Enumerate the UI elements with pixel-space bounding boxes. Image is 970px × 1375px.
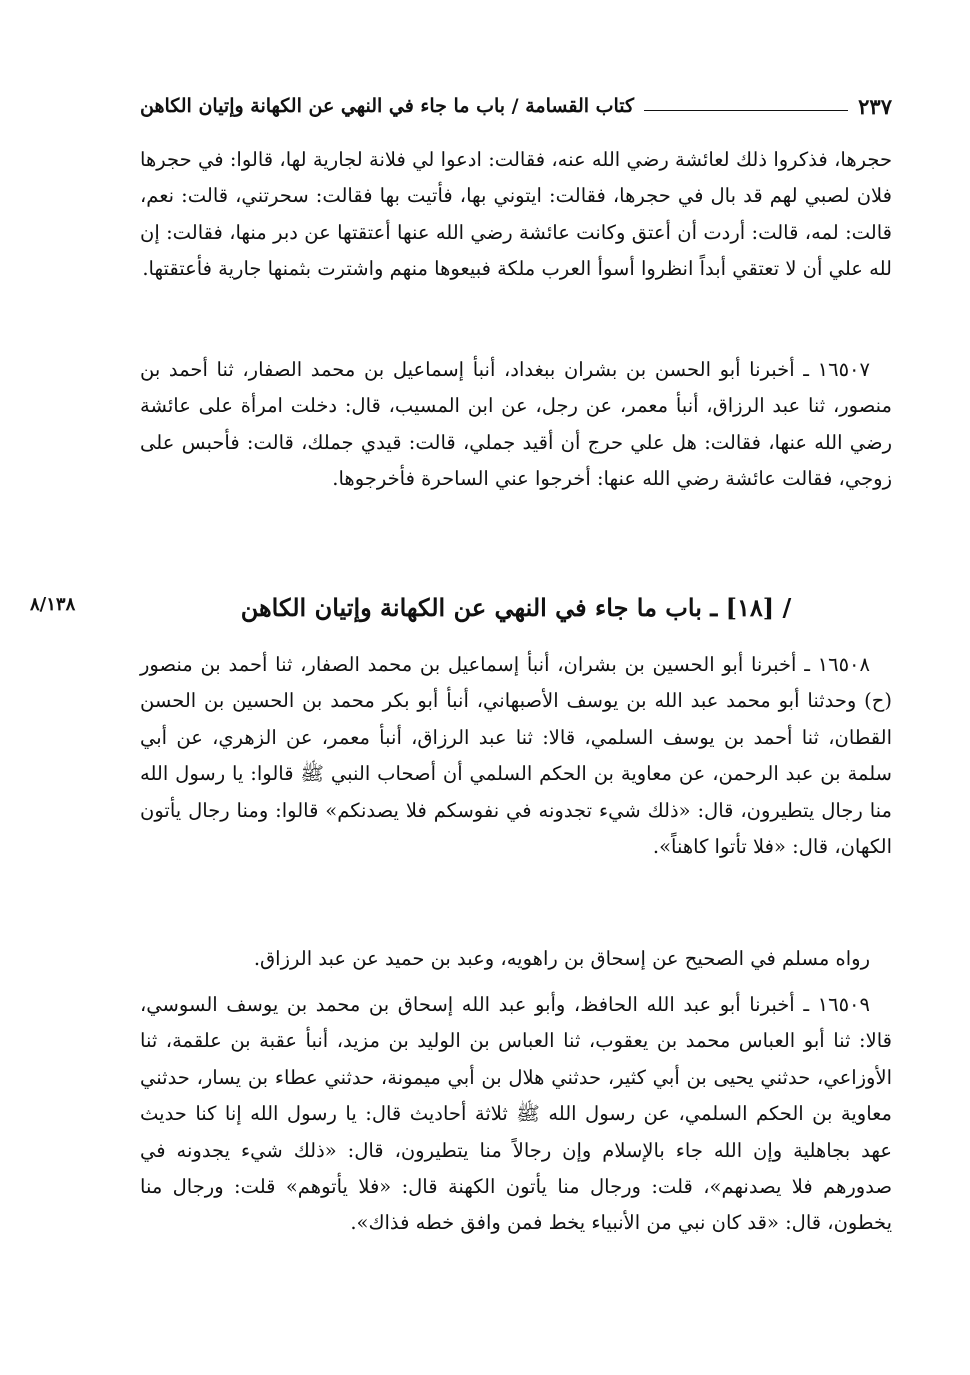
hadith-16508 [140, 647, 892, 865]
paragraph-text: ١٦٥٠٩ ـ أخبرنا أبو عبد الله الحافظ، وأبو عبد الله إسحاق بن محمد بن يوسف السوسي، قالا: ثنا أبو العباس محمد بن يعقوب، ثنا العباس بن الوليد بن مزيد، أنبأ عقبة بن علقمة، ثنا الأوزاعي، حدثني يحيى بن أبي كثير، حدثني هلال بن أبي ميمونة، حدثني عطاء بن يسار، حدثني معاوية بن الحكم السلمي، عن رسول الله ﷺ ثلاثة أحاديث قال: يا رسول الله إنا كنا حديث عهد بجاهلية وإن الله جاء بالإسلام وإن رجالاً منا يتطيرون، قال: «ذلك شيء يجدونه في صدورهم فلا يصدنهم»، قلت: ورجال منا يأتون الكهنة قال: «فلا يأتوهم» قلت: ورجال منا يخطون، قال: «قد كان نبي من الأنبياء يخط فمن وافق خطه فذاك». [140, 993, 892, 1235]
running-header [140, 86, 892, 126]
paragraph-text: ١٦٥٠٧ ـ أخبرنا أبو الحسن بن بشران ببغداد، أنبأ إسماعيل بن محمد الصفار، ثنا أحمد بن منصور، ثنا عبد الرزاق، أنبأ معمر، عن رجل، عن ابن المسيب، قال: دخلت امرأة على عائشة رضي الله عنها، فقالت: هل علي حرج أن أقيد جملي، قالت: قيدي جملك، قالت: فأحبس على زوجي، فقالت عائشة رضي الله عنها: أخرجوا عني الساحرة فأخرجوها. [140, 358, 892, 491]
paragraph-text: حجرها، فذكروا ذلك لعائشة رضي الله عنه، فقالت: ادعوا لي فلانة لجارية لها، قالوا: في حجرها فلان لصبي لهم قد بال في حجرها، فقالت: ايتوني بها، فأتيت بها فقالت: سحرتني، قالت: نعم، قالت: لمه، قالت: أردت أن أعتق وكانت عائشة رضي الله عنها أعتقتها عن دبر منها، فقالت: إن لله علي أن لا تعتقي أبداً انظروا أسوأ العرب ملكة فبيعوها منهم واشترت بثمنها جارية فأعتقتها. [140, 148, 892, 281]
margin-reference: ٨/١٣٨ [30, 594, 76, 615]
running-title: كتاب القسامة / باب ما جاء في النهي عن الكهانة وإتيان الكاهن [140, 95, 635, 117]
attribution-note [140, 941, 892, 977]
section-heading: / [١٨] ـ باب ما جاء في النهي عن الكهانة وإتيان الكاهن [240, 593, 792, 622]
paragraph-text: ١٦٥٠٨ ـ أخبرنا أبو الحسين بن بشران، أنبأ إسماعيل بن محمد الصفار، ثنا أحمد بن منصور (ح) وحدثنا أبو محمد عبد الله بن يوسف الأصبهاني، أنبأ أبو بكر محمد بن الحسين بن الحسن القطان، ثنا أحمد بن يوسف السلمي، قالا: ثنا عبد الرزاق، أنبأ معمر، عن الزهري، عن أبي سلمة بن عبد الرحمن، عن معاوية بن الحكم السلمي أن أصحاب النبي ﷺ قالوا: يا رسول الله منا رجال يتطيرون، قال: «ذلك شيء تجدونه في نفوسكم فلا يصدنكم» قالوا: ومنا رجال يأتون الكهان، قال: «فلا تأتوا كاهناً». [140, 653, 892, 859]
hadith-16509 [140, 987, 892, 1242]
page-number: ٢٣٧ [858, 93, 892, 119]
paragraph-text: رواه مسلم في الصحيح عن إسحاق بن راهويه، وعبد بن حميد عن عبد الرزاق. [253, 947, 870, 970]
continuation-paragraph [140, 142, 892, 288]
header-rule [644, 110, 848, 111]
hadith-16507 [140, 352, 892, 498]
